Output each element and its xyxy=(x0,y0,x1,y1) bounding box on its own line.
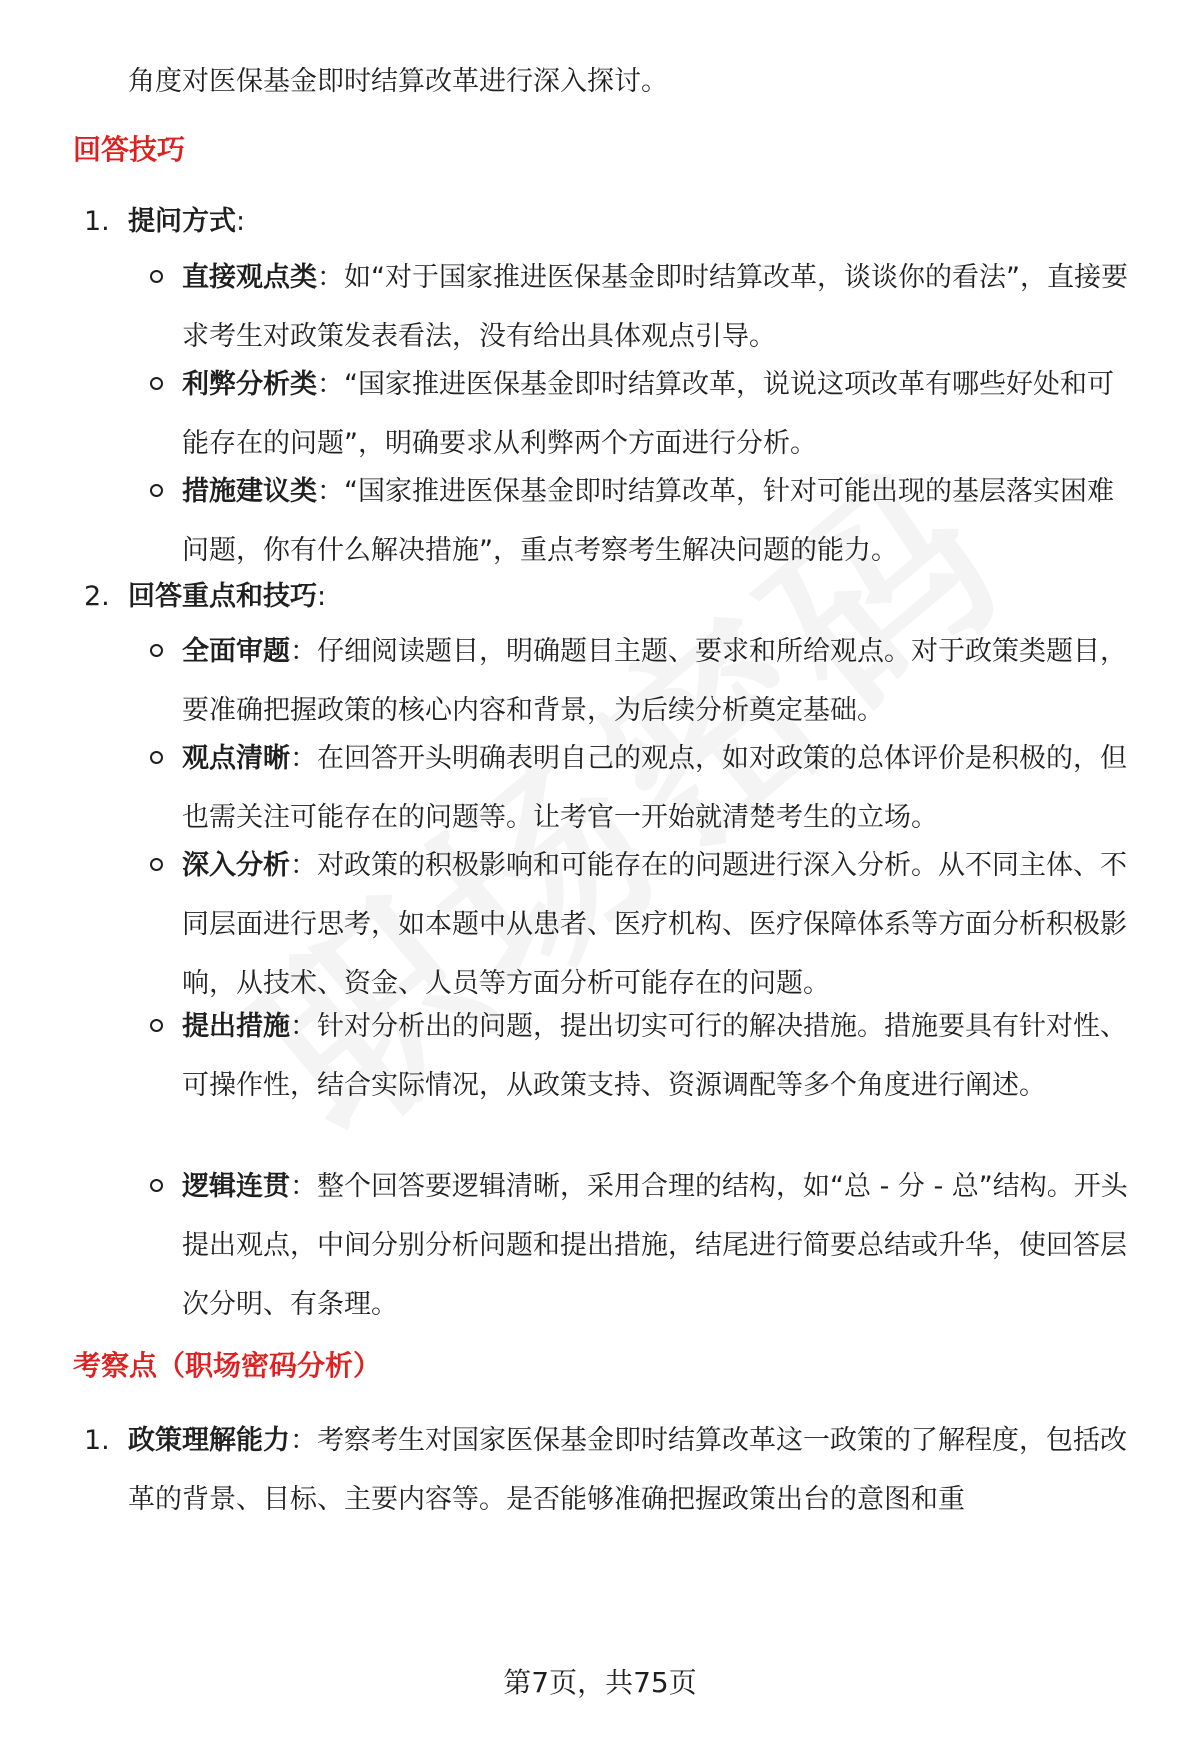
bullet-text: 整个回答要逻辑清晰，采用合理的结构，如“总 - 分 - 总”结构。开头提出观点，中间分别分析问题和提出措施，结尾进行简要总结或升华，使回答层次分明、有条理。 xyxy=(182,1171,1128,1320)
item-title: 提问方式 xyxy=(128,206,236,237)
bullet-title: 措施建议类 xyxy=(182,476,317,507)
bullet-deep-analysis xyxy=(150,836,1140,1013)
bullet-direct-viewpoint xyxy=(150,248,1140,366)
bullet-title: 提出措施 xyxy=(182,1011,290,1042)
policy-understanding-paragraph xyxy=(128,1411,1143,1529)
hollow-bullet-icon xyxy=(150,1019,163,1032)
bullet-text: 如“对于国家推进医保基金即时结算改革，谈谈你的看法”，直接要求考生对政策发表看法，没有给出具体观点引导。 xyxy=(182,262,1128,352)
bullet-text: 仔细阅读题目，明确题目主题、要求和所给观点。对于政策类题目，要准确把握政策的核心内容和背景，为后续分析奠定基础。 xyxy=(182,636,1127,726)
bullet-content xyxy=(182,997,1140,1115)
intro-text: 角度对医保基金即时结算改革进行深入探讨。 xyxy=(128,66,668,97)
item-colon: : xyxy=(236,206,246,237)
item-number: 1. xyxy=(84,1425,110,1456)
bullet-sep: ： xyxy=(317,262,344,293)
bullet-content xyxy=(182,729,1140,847)
bullet-content xyxy=(182,248,1140,366)
numbered-item-question-types xyxy=(84,202,1144,242)
numbered-item-answer-focus xyxy=(84,577,1144,617)
item-sep: ： xyxy=(290,1425,317,1456)
hollow-bullet-icon xyxy=(150,858,163,871)
page-footer: 第7页，共75页 xyxy=(503,1666,697,1699)
bullet-review-question xyxy=(150,622,1140,740)
section-heading-assessment-points: 考察点（职场密码分析） xyxy=(73,1349,382,1382)
bullet-sep: ： xyxy=(290,850,317,881)
bullet-sep: ： xyxy=(290,1171,317,1202)
bullet-clear-viewpoint xyxy=(150,729,1140,847)
hollow-bullet-icon xyxy=(150,270,163,283)
bullet-pros-cons xyxy=(150,355,1140,473)
bullet-text: 在回答开头明确表明自己的观点，如对政策的总体评价是积极的，但也需关注可能存在的问题等。让考官一开始就清楚考生的立场。 xyxy=(182,743,1127,833)
bullet-sep: ： xyxy=(317,369,344,400)
bullet-content xyxy=(182,622,1140,740)
bullet-text: 对政策的积极影响和可能存在的问题进行深入分析。从不同主体、不同层面进行思考，如本题中从患者、医疗机构、医疗保障体系等方面分析积极影响，从技术、资金、人员等方面分析可能存在的问题。 xyxy=(182,850,1127,999)
item-colon: : xyxy=(317,581,327,612)
bullet-sep: ： xyxy=(290,743,317,774)
item-text: 考察考生对国家医保基金即时结算改革这一政策的了解程度，包括改革的背景、目标、主要内容等。是否能够准确把握政策出台的意图和重 xyxy=(128,1425,1127,1515)
bullet-content xyxy=(182,355,1140,473)
bullet-measures xyxy=(150,462,1140,580)
bullet-propose-measures xyxy=(150,997,1140,1115)
bullet-logical-coherence xyxy=(150,1157,1140,1334)
item-title: 回答重点和技巧 xyxy=(128,581,317,612)
bullet-content xyxy=(182,836,1140,1013)
hollow-bullet-icon xyxy=(150,1179,163,1192)
hollow-bullet-icon xyxy=(150,751,163,764)
bullet-content xyxy=(182,462,1140,580)
item-number: 2. xyxy=(84,581,110,612)
bullet-title: 直接观点类 xyxy=(182,262,317,293)
bullet-sep: ： xyxy=(317,476,344,507)
bullet-title: 全面审题 xyxy=(182,636,290,667)
section-heading-answer-tips: 回答技巧 xyxy=(73,133,186,166)
item-number: 1. xyxy=(84,206,110,237)
bullet-text: 针对分析出的问题，提出切实可行的解决措施。措施要具有针对性、可操作性，结合实际情况，从政策支持、资源调配等多个角度进行阐述。 xyxy=(182,1011,1127,1101)
bullet-sep: ： xyxy=(290,1011,317,1042)
hollow-bullet-icon xyxy=(150,377,163,390)
bullet-sep: ： xyxy=(290,636,317,667)
bullet-title: 深入分析 xyxy=(182,850,290,881)
bullet-title: 逻辑连贯 xyxy=(182,1171,290,1202)
bullet-title: 利弊分析类 xyxy=(182,369,317,400)
hollow-bullet-icon xyxy=(150,484,163,497)
hollow-bullet-icon xyxy=(150,644,163,657)
item-title: 政策理解能力 xyxy=(128,1425,290,1456)
bullet-text: “国家推进医保基金即时结算改革，说说这项改革有哪些好处和可能存在的问题”，明确要求从利弊两个方面进行分析。 xyxy=(182,369,1114,459)
bullet-title: 观点清晰 xyxy=(182,743,290,774)
bullet-content xyxy=(182,1157,1140,1334)
bullet-text: “国家推进医保基金即时结算改革，针对可能出现的基层落实困难问题，你有什么解决措施”，重点考察考生解决问题的能力。 xyxy=(182,476,1114,566)
